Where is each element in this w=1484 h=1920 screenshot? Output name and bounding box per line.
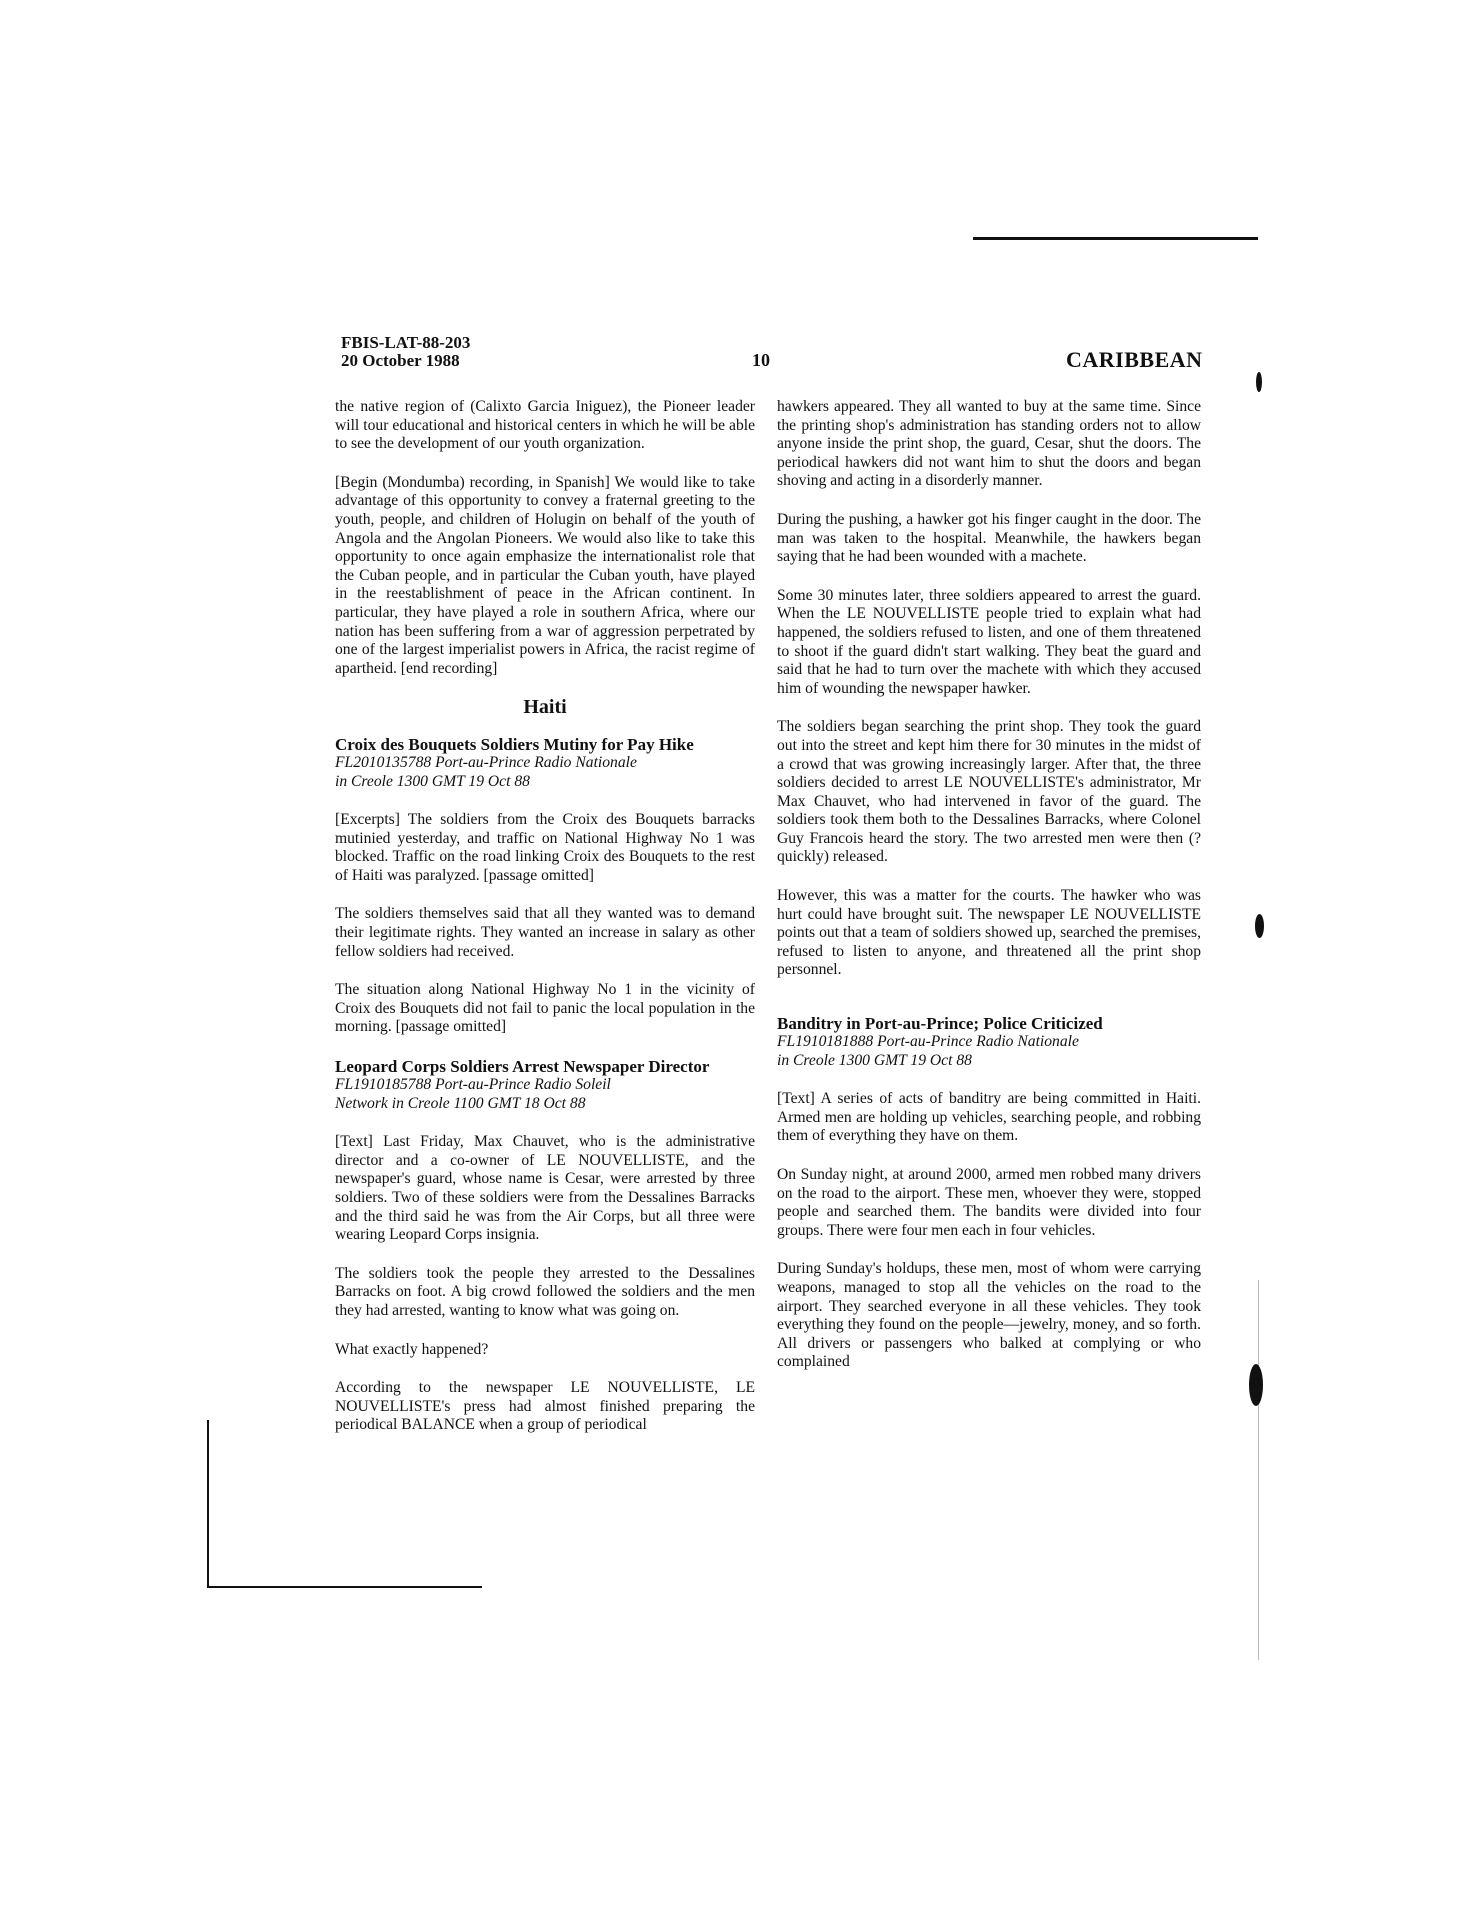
article-paragraph: According to the newspaper LE NOUVELLISTE, LE NOUVELLISTE's press had almost finished preparing the periodical BALANCE when a group of periodical <box>335 1379 755 1434</box>
spacer <box>777 1000 1201 1014</box>
article-paragraph: During Sunday's holdups, these men, most of whom were carrying weapons, managed to stop all the vehicles on the road to the airport. They searched everyone in all these vehicles. They took everything they found on the people—jewelry, money, and so forth. All drivers or passengers who balked at complying or who complained <box>777 1260 1201 1371</box>
right-column <box>777 398 1201 1392</box>
bottom-rule <box>207 1586 482 1588</box>
article-paragraph: hawkers appeared. They all wanted to buy at the same time. Since the printing shop's administration has standing orders not to allow anyone inside the print shop, the guard, Cesar, shut the doors. The periodical hawkers did not want him to shut the doors and began shoving and acting in a disorderly manner. <box>777 398 1201 490</box>
source-line: FL1910181888 Port-au-Prince Radio Nationale <box>777 1033 1079 1051</box>
left-margin-rule <box>207 1420 209 1588</box>
article-source <box>777 1033 1201 1070</box>
article-title: Leopard Corps Soldiers Arrest Newspaper Director <box>335 1057 710 1077</box>
article-paragraph: What exactly happened? <box>335 1340 489 1358</box>
article-source <box>335 1076 755 1113</box>
source-line: in Creole 1300 GMT 19 Oct 88 <box>335 772 530 790</box>
article-title: Banditry in Port-au-Prince; Police Criticized <box>777 1014 1103 1034</box>
doc-id: FBIS-LAT-88-203 <box>341 333 471 352</box>
article-paragraph: During the pushing, a hawker got his finger caught in the door. The man was taken to the hospital. Meanwhile, the hawkers began saying that he had been wounded with a machete. <box>777 510 1201 566</box>
article-paragraph: [Text] Last Friday, Max Chauvet, who is the administrative director and a co-owner of LE NOUVELLISTE, and the newspaper's guard, whose name is Cesar, were arrested by three soldiers. Two of these soldiers were from the Dessalines Barracks and the third said he was from the Air Corps, but all three were wearing Leopard Corps insignia. <box>335 1133 755 1244</box>
section-title: CARIBBEAN <box>1066 347 1203 372</box>
article-paragraph: The soldiers themselves said that all they wanted was to demand their legitimate rights. They wanted an increase in salary as other fellow soldiers had received. <box>335 905 755 960</box>
paragraph-continued: the native region of (Calixto Garcia Iniguez), the Pioneer leader will tour educational and historical centers in which he will be able to see the development of our youth organization. <box>335 398 755 453</box>
article-paragraph: However, this was a matter for the courts. The hawker who was hurt could have brought suit. The newspaper LE NOUVELLISTE points out that a team of soldiers showed up, searched the premises, refused to listen to anyone, and threatened all the print shop personnel. <box>777 887 1201 979</box>
source-line: FL1910185788 Port-au-Prince Radio Soleil <box>335 1076 611 1094</box>
scan-mark-1 <box>1256 372 1262 392</box>
article-paragraph: On Sunday night, at around 2000, armed men robbed many drivers on the road to the airport. These men, whoever they were, stopped people and searched them. The bandits were divided into four groups. There were four men each in four vehicles. <box>777 1166 1201 1239</box>
article-paragraph: [Excerpts] The soldiers from the Croix des Bouquets barracks mutinied yesterday, and traffic on National Highway No 1 was blocked. Traffic on the road linking Croix des Bouquets to the rest of Haiti was paralyzed. [passage omitted] <box>335 811 755 884</box>
article-paragraph: The situation along National Highway No 1 in the vicinity of Croix des Bouquets did not fail to panic the local population in the morning. [passage omitted] <box>335 981 755 1036</box>
right-margin-rule <box>1258 1280 1259 1660</box>
source-line: in Creole 1300 GMT 19 Oct 88 <box>777 1051 972 1069</box>
article-paragraph: The soldiers began searching the print shop. They took the guard out into the street and kept him there for 30 minutes in the midst of a crowd that was growing increasingly larger. After that, the three soldiers decided to arrest LE NOUVELLISTE's administrator, Mr Max Chauvet, who had intervened in favor of the guard. The soldiers took them both to the Dessalines Barracks, where Colonel Guy Francois heard the story. The two arrested men were then (?quickly) released. <box>777 718 1201 866</box>
article-source <box>335 754 755 791</box>
article-paragraph: Some 30 minutes later, three soldiers appeared to arrest the guard. When the LE NOUVELLISTE people tried to explain what had happened, the soldiers refused to listen, and one of them threatened to shoot if the guard didn't start walking. They beat the guard and said that he had to turn over the machete with which they accused him of wounding the newspaper hawker. <box>777 586 1201 697</box>
section-heading: Haiti <box>523 696 567 719</box>
article-paragraph: The soldiers took the people they arrested to the Dessalines Barracks on foot. A big crowd followed the soldiers and the men they had arrested, wanting to know what was going on. <box>335 1264 755 1319</box>
left-column <box>335 398 755 1455</box>
page-number: 10 <box>752 350 770 370</box>
doc-date: 20 October 1988 <box>341 351 460 370</box>
article-title: Croix des Bouquets Soldiers Mutiny for Pay Hike <box>335 734 694 754</box>
top-rule <box>973 237 1258 240</box>
article-paragraph: [Text] A series of acts of banditry are being committed in Haiti. Armed men are holding up vehicles, searching people, and robbing them of everything they have on them. <box>777 1090 1201 1145</box>
scan-mark-2 <box>1255 914 1264 938</box>
source-line: Network in Creole 1100 GMT 18 Oct 88 <box>335 1094 586 1112</box>
page-header-left <box>341 334 470 370</box>
paragraph-recording: [Begin (Mondumba) recording, in Spanish] We would like to take advantage of this opportunity to convey a fraternal greeting to the youth, people, and children of Holugin on behalf of the youth of Angola and the Angolan Pioneers. We would also like to take this opportunity to once again emphasize the internationalist role that the Cuban people, and in particular the Cuban youth, have played in the reestablishment of peace in the African continent. In particular, they have played a role in southern Africa, where our nation has been suffering from a war of aggression perpetrated by one of the largest imperialist powers in Africa, the racist regime of apartheid. [end recording] <box>335 473 755 677</box>
scan-mark-3 <box>1249 1364 1263 1406</box>
source-line: FL2010135788 Port-au-Prince Radio Nationale <box>335 753 637 771</box>
